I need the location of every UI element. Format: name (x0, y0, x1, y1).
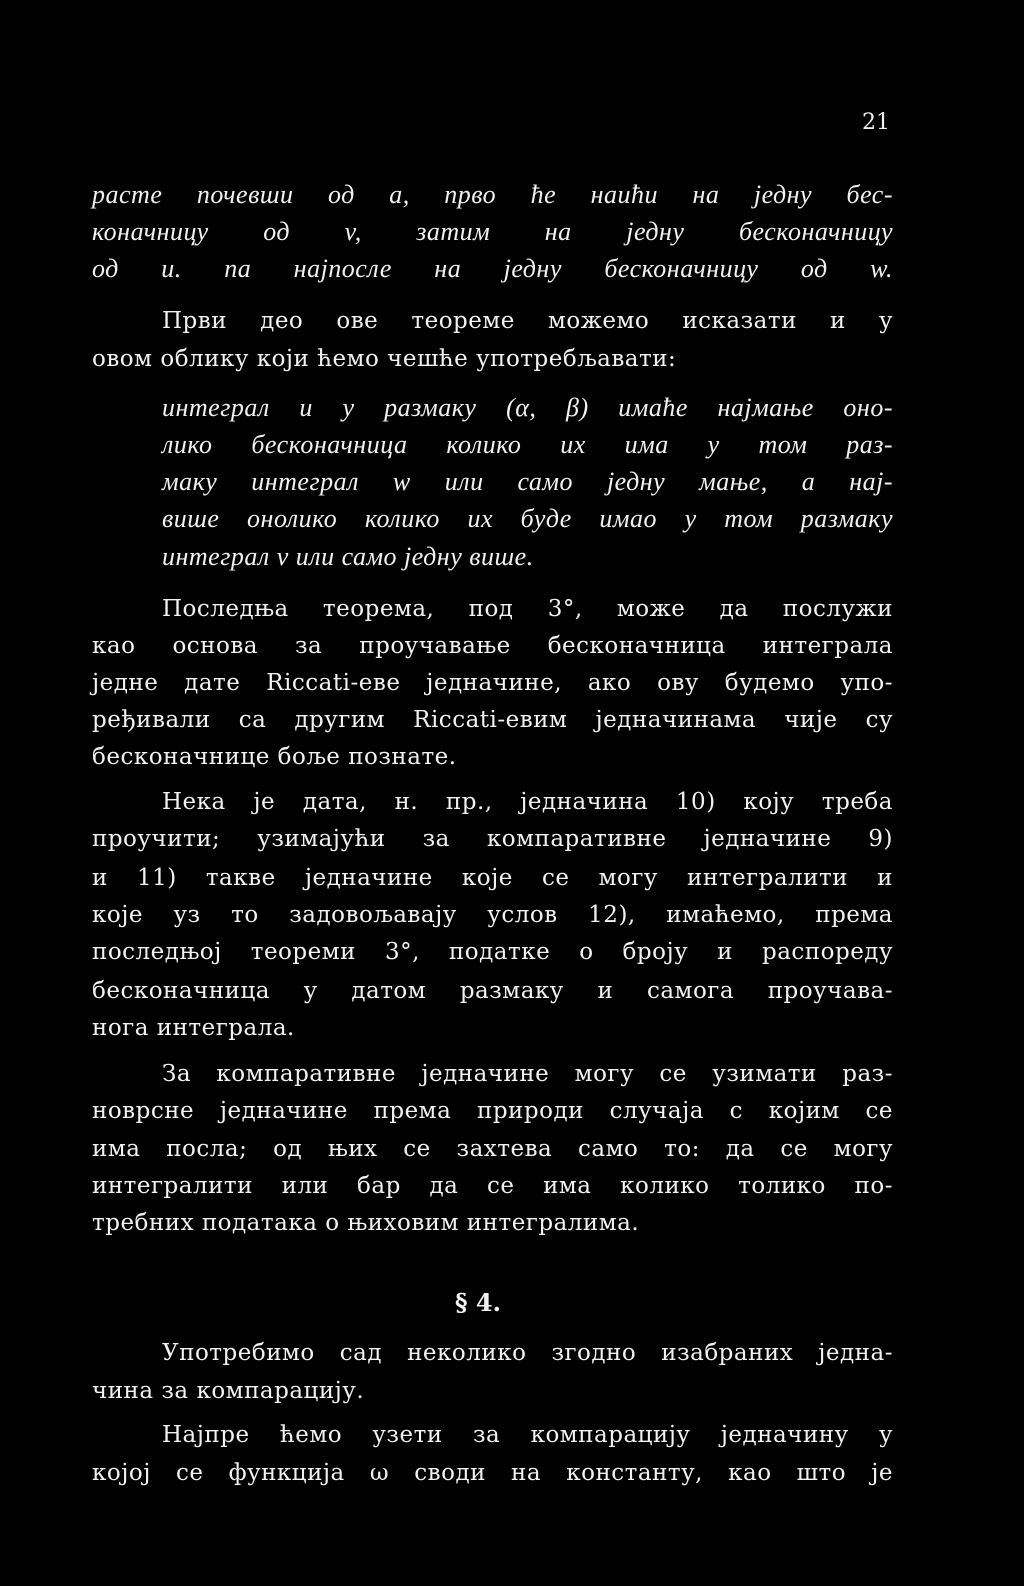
text-line: Најпре ћемо узети за компарацију једначину у (162, 1422, 893, 1448)
text-line: од u. па најпосле на једну бесконачницу од w. (92, 254, 893, 283)
text-line: више онолико колико их буде имао у том размаку (162, 504, 893, 533)
page-number: 21 (862, 110, 890, 135)
text-line: лико бесконачница колико их има у том раз- (162, 430, 893, 459)
text-line: ређивали са другим Riccati-евим једначинама чије су (92, 707, 893, 733)
text-line: Нека је дата, н. пр., једначина 10) коју треба (162, 789, 893, 815)
text-line: требних података о њиховим интегралима. (92, 1210, 640, 1236)
text-line: последњој теореми 3°, податке о броју и распореду (92, 939, 893, 965)
text-line: За компаративне једначине могу се узимати раз- (162, 1061, 893, 1087)
text-line: Последња теорема, под 3°, може да послужи (162, 596, 893, 622)
text-line: проучити; узимајући за компаративне једначине 9) (92, 826, 893, 852)
text-line: којој се функција ω своди на константу, као што је (92, 1460, 893, 1486)
text-line: нога интеграла. (92, 1015, 295, 1041)
text-line: као основа за проучавање бесконачница интеграла (92, 633, 893, 659)
text-line: једне дате Riccati-еве једначине, ако ову будемо упо- (92, 670, 893, 696)
text-line: Употребимо сад неколико згодно изабраних једна- (162, 1340, 893, 1366)
text-line: и 11) такве једначине које се могу интеграли​ти и (92, 865, 893, 891)
text-line: маку интеграл w или само једну мање, а нај- (162, 467, 893, 496)
text-line: Први део ове теореме можемо исказати и у (162, 308, 893, 334)
text-line: које уз то задовољавају услов 12), имаћемо, према (92, 902, 893, 928)
section-heading: § 4. (455, 1288, 501, 1317)
text-line: има посла; од њих се захтева само то: да се могу (92, 1136, 893, 1162)
text-line: бесконачница у датом размаку и самога проучава- (92, 978, 893, 1004)
text-line: коначницу од v, затим на једну бесконачницу (92, 217, 893, 246)
text-line: чина за компарацију. (92, 1378, 365, 1404)
text-line: расте почевши од a, прво ће наићи на једну бес- (92, 180, 893, 209)
text-line: интегралити или бар да се има колико толико по- (92, 1173, 893, 1199)
text-line: новрсне једначине према природи случаја с којим се (92, 1098, 893, 1124)
text-line: бесконачнице боље познате. (92, 744, 457, 770)
text-line: интеграл u у размаку (α, β) имаће најмање оно- (162, 393, 893, 422)
text-line: овом облику који ћемо чешће употребљавати: (92, 346, 677, 372)
text-line: интеграл v или само једну више. (162, 542, 534, 571)
